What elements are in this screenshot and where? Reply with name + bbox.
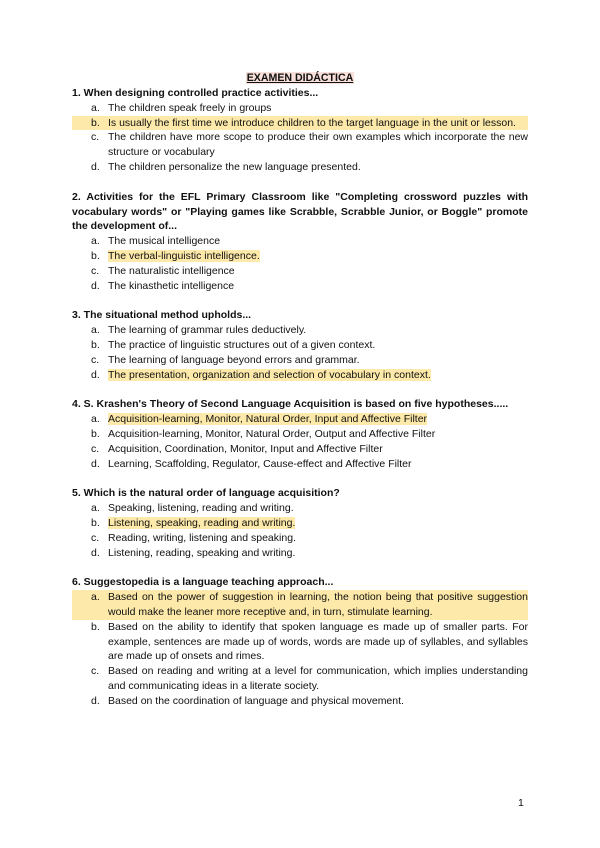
option-b-highlighted	[72, 116, 528, 131]
option-text: The practice of linguistic structures out of a given context.	[108, 338, 376, 351]
option-d	[72, 546, 528, 561]
option-letter: a.	[91, 413, 100, 426]
option-letter: c.	[91, 442, 100, 455]
option-letter: b.	[91, 516, 100, 529]
option-list	[72, 412, 528, 471]
option-list	[72, 323, 528, 382]
option-a	[72, 501, 528, 516]
option-text: Acquisition, Coordination, Monitor, Input and Affective Filter	[108, 442, 383, 455]
option-text: Listening, reading, speaking and writing.	[108, 546, 296, 559]
option-text: The children have more scope to produce their own examples which incorporate the new structure or vocabulary	[108, 131, 528, 159]
option-text: The verbal-linguistic intelligence.	[108, 249, 260, 262]
option-letter: a.	[91, 502, 100, 515]
option-c	[72, 531, 528, 546]
option-letter: d.	[91, 457, 100, 470]
option-text: Based on the ability to identify that spoken language es made up of smaller parts. For example, sentences are made up of words, words are made up of syllables, and syllables are made up of onsets and rimes.	[108, 620, 528, 663]
option-letter: c.	[91, 131, 100, 144]
option-b	[72, 427, 528, 442]
option-letter: c.	[91, 264, 100, 277]
option-letter: c.	[91, 353, 100, 366]
option-letter: b.	[91, 116, 100, 129]
question-text: 3. The situational method upholds...	[72, 309, 252, 322]
option-text: The children speak freely in groups	[108, 101, 272, 114]
option-a	[72, 234, 528, 249]
question-4	[72, 397, 528, 471]
option-text: Listening, speaking, reading and writing.	[108, 516, 296, 529]
option-d	[72, 279, 528, 294]
option-list	[72, 590, 528, 708]
option-text: The presentation, organization and selection of vocabulary in context.	[108, 368, 431, 381]
option-text: The musical intelligence	[108, 235, 221, 248]
option-b	[72, 338, 528, 353]
option-a-highlighted	[72, 412, 528, 427]
question-2	[72, 190, 528, 294]
option-letter: b.	[91, 620, 100, 633]
option-b-highlighted	[72, 516, 528, 531]
option-b	[72, 620, 528, 664]
option-a	[72, 323, 528, 338]
option-b-highlighted	[72, 249, 528, 264]
option-letter: c.	[91, 665, 100, 678]
page-number: 1	[518, 797, 524, 809]
question-3	[72, 308, 528, 382]
option-text: Learning, Scaffolding, Regulator, Cause-effect and Affective Filter	[108, 457, 412, 470]
option-text: Is usually the first time we introduce children to the target language in the unit or lesson.	[108, 116, 516, 129]
option-d-highlighted	[72, 368, 528, 383]
option-list	[72, 234, 528, 293]
question-text: 6. Suggestopedia is a language teaching approach...	[72, 576, 334, 589]
option-letter: b.	[91, 338, 100, 351]
question-5	[72, 486, 528, 560]
option-text: Reading, writing, listening and speaking.	[108, 531, 296, 544]
option-c	[72, 664, 528, 694]
option-text: Based on the coordination of language and physical movement.	[108, 694, 404, 707]
option-c	[72, 353, 528, 368]
option-letter: d.	[91, 368, 100, 381]
option-text: The kinasthetic intelligence	[108, 279, 235, 292]
option-d	[72, 457, 528, 472]
option-d	[72, 694, 528, 709]
question-text: 1. When designing controlled practice activities...	[72, 87, 319, 99]
question-text: 2. Activities for the EFL Primary Classroom like "Completing crossword puzzles with vocabulary words" or "Playing games like Scrabble, Scrabble Junior, or Boggle" promote the development of...	[72, 190, 528, 233]
option-letter: d.	[91, 546, 100, 559]
page-title-text: EXAMEN DIDÁCTICA	[246, 72, 354, 84]
option-text: The learning of language beyond errors and grammar.	[108, 353, 360, 366]
option-letter: a.	[91, 235, 100, 248]
option-text: The learning of grammar rules deductively.	[108, 324, 307, 337]
option-d	[72, 160, 528, 175]
option-letter: d.	[91, 694, 100, 707]
option-text: Based on the power of suggestion in learning, the notion being that positive suggestion would make the leaner more receptive and, in turn, stimulate learning.	[108, 591, 528, 618]
option-c	[72, 442, 528, 457]
option-a-highlighted	[72, 590, 528, 620]
option-list	[72, 501, 528, 560]
question-text: 4. S. Krashen's Theory of Second Language Acquisition is based on five hypotheses.....	[72, 398, 509, 411]
option-text: The children personalize the new language presented.	[108, 160, 361, 173]
option-letter: c.	[91, 531, 100, 544]
option-letter: d.	[91, 160, 100, 173]
option-letter: a.	[91, 101, 100, 114]
option-letter: b.	[91, 249, 100, 262]
question-text: 5. Which is the natural order of language acquisition?	[72, 487, 340, 500]
option-text: The naturalistic intelligence	[108, 264, 235, 277]
exam-content	[72, 86, 528, 723]
option-text: Acquisition-learning, Monitor, Natural Order, Input and Affective Filter	[108, 413, 428, 426]
option-letter: b.	[91, 427, 100, 440]
option-text: Based on reading and writing at a level for communication, which implies understanding and communicating ideas in a literate society.	[108, 665, 528, 692]
option-text: Acquisition-learning, Monitor, Natural Order, Output and Affective Filter	[108, 427, 436, 440]
page-title	[0, 72, 600, 84]
option-list	[72, 101, 528, 175]
option-letter: a.	[91, 324, 100, 337]
option-a	[72, 101, 528, 116]
option-text: Speaking, listening, reading and writing.	[108, 502, 294, 515]
option-c	[72, 264, 528, 279]
option-letter: d.	[91, 279, 100, 292]
question-1	[72, 86, 528, 175]
question-6	[72, 575, 528, 708]
option-letter: a.	[91, 591, 100, 604]
option-c	[72, 130, 528, 160]
